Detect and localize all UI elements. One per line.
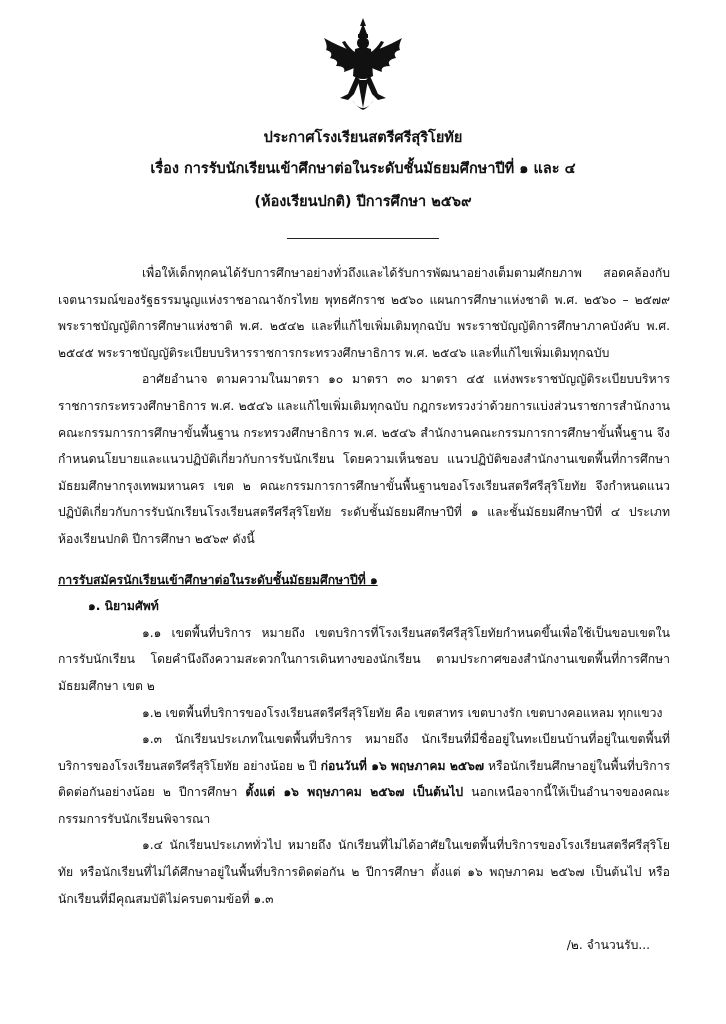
definitions-heading: ๑. นิยามศัพท์ <box>88 599 159 614</box>
intro-paragraph-2: อาศัยอำนาจ ตามความในมาตรา ๑๐ มาตรา ๓๐ มาตรา ๔๕ แห่งพระราชบัญญัติระเบียบบริหารราชการกระทรวงศึกษาธิการ พ.ศ. ๒๕๔๖ และแก้ไขเพิ่มเติมทุกฉบับ กฎกระทรวงว่าด้วยการแบ่งส่วนราชการสำนักงานคณะกรรมการการศึกษาขั้นพื้นฐาน กระทรวงศึกษาธิการ พ.ศ. ๒๕๔๖ สำนักงานคณะกรรมการการศึกษาขั้นพื้นฐาน จึงกำหนดนโยบายและแนวปฏิบัติเกี่ยวกับการรับนักเรียน โดยความเห็นชอบ แนวปฏิบัติของสำนักงานเขตพื้นที่การศึกษามัธยมศึกษากรุงเทพมหานคร เขต ๒ คณะกรรมการการศึกษาขั้นพื้นฐานของโรงเรียนสตรีศรีสุริโยทัย จึงกำหนดแนวปฏิบัติเกี่ยวกับการรับนักเรียนโรงเรียนสตรีศรีสุริโยทัย ระดับชั้นมัธยมศึกษาปีที่ ๑ และชั้นมัธยมศึกษาปีที่ ๔ ประเภทห้องเรียนปกติ ปีการศึกษา ๒๕๖๙ ดังนี้ <box>58 372 670 546</box>
definition-1-3-text-c: นอกเหนือจากนี้ให้เป็นอำนาจของคณะกรรมการรับนักเรียนพิจารณา <box>58 785 670 826</box>
definition-1-3 <box>58 726 670 832</box>
announcement-title: ประกาศโรงเรียนสตรีศรีสุริโยทัย <box>263 130 463 146</box>
definition-1-3-text-a: ๑.๓ นักเรียนประเภทในเขตพื้นที่บริการ หมายถึง นักเรียนที่มีชื่ออยู่ในทะเบียนบ้านที่อยู่ในเขตพื้นที่บริการของโรงเรียนสตรีศรีสุริโยทัย อย่างน้อย ๒ ปี <box>58 732 670 773</box>
definition-1-3-text-b: หรือนักเรียนศึกษาอยู่ในพื้นที่บริการติดต่อกันอย่างน้อย ๒ ปีการศึกษา <box>58 758 670 800</box>
announcement-subtitle: (ห้องเรียนปกติ) ปีการศึกษา ๒๕๖๙ <box>254 194 472 210</box>
continuation-note: /๒. จำนวนรับ... <box>566 938 650 952</box>
garuda-emblem-icon <box>318 16 408 116</box>
definition-1-3-date-a: ก่อนวันที่ ๑๖ พฤษภาคม ๒๕๖๗ <box>320 758 485 773</box>
definition-1-4: ๑.๔ นักเรียนประเภททั่วไป หมายถึง นักเรียนที่ไม่ได้อาศัยในเขตพื้นที่บริการของโรงเรียนสตรีศรีสุริโยทัย หรือนักเรียนที่ไม่ได้ศึกษาอยู่ในพื้นที่บริการติดต่อกัน ๒ ปีการศึกษา ตั้งแต่ ๑๖ พฤษภาคม ๒๕๖๗ เป็นต้นไป หรือนักเรียนที่มีคุณสมบัติไม่ครบตามข้อที่ ๑.๓ <box>58 838 670 906</box>
definition-1-3-date-b: ตั้งแต่ ๑๖ พฤษภาคม ๒๕๖๗ เป็นต้นไป <box>245 785 464 800</box>
definition-1-2: ๑.๒ เขตพื้นที่บริการของโรงเรียนสตรีศรีสุริโยทัย คือ เขตสาทร เขตบางรัก เขตบางคอแหลม ทุกแขวง <box>142 705 663 720</box>
section-title: การรับสมัครนักเรียนเข้าศึกษาต่อในระดับชั้นมัธยมศึกษาปีที่ ๑ <box>58 572 378 587</box>
definition-1-1: ๑.๑ เขตพื้นที่บริการ หมายถึง เขตบริการที่โรงเรียนสตรีศรีสุริโยทัยกำหนดขึ้นเพื่อใช้เป็นขอบเขตในการรับนักเรียน โดยคำนึงถึงความสะดวกในการเดินทางของนักเรียน ตามประกาศของสำนักงานเขตพื้นที่การศึกษามัธยมศึกษา เขต ๒ <box>58 625 670 693</box>
intro-paragraph-1: เพื่อให้เด็กทุกคนได้รับการศึกษาอย่างทั่วถึงและได้รับการพัฒนาอย่างเต็มตามศักยภาพ สอดคล้องกับเจตนารมณ์ของรัฐธรรมนูญแห่งราชอาณาจักรไทย พุทธศักราช ๒๕๖๐ แผนการศึกษาแห่งชาติ พ.ศ. ๒๕๖๐ – ๒๕๗๙ พระราชบัญญัติการศึกษาแห่งชาติ พ.ศ. ๒๕๔๒ และที่แก้ไขเพิ่มเติมทุกฉบับ พระราชบัญญัติการศึกษาภาคบังคับ พ.ศ. ๒๕๔๕ พระราชบัญญัติระเบียบบริหารราชการกระทรวงศึกษาธิการ พ.ศ. ๒๕๔๖ และที่แก้ไขเพิ่มเติมทุกฉบับ <box>58 266 670 360</box>
announcement-subject: เรื่อง การรับนักเรียนเข้าศึกษาต่อในระดับชั้นมัธยมศึกษาปีที่ ๑ และ ๔ <box>150 161 576 177</box>
document-body <box>58 260 670 912</box>
title-divider <box>287 238 439 239</box>
